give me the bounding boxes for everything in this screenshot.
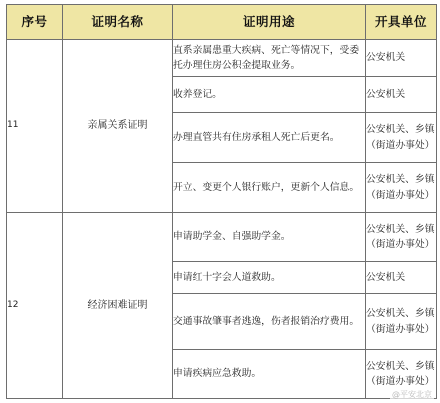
certificate-use-cell: 直系亲属患重大疾病、死亡等情况下，受委托办理住房公积金提取业务。 [173, 40, 366, 77]
issuing-unit-cell: 公安机关、乡镇（街道办事处） [366, 350, 437, 399]
certificate-use-cell: 收养登记。 [173, 77, 366, 113]
certificate-use-cell: 申请疾病应急救助。 [173, 350, 366, 399]
serial-no-cell: 11 [7, 40, 63, 213]
header-certificate-use: 证明用途 [173, 5, 366, 40]
serial-no-cell: 12 [7, 213, 63, 399]
issuing-unit-cell: 公安机关、乡镇（街道办事处） [366, 213, 437, 262]
certificate-name-cell: 经济困难证明 [63, 213, 173, 399]
watermark-text: @平安北京 [392, 390, 432, 399]
certificate-use-cell: 申请红十字会人道救助。 [173, 262, 366, 294]
certificate-name-cell: 亲属关系证明 [63, 40, 173, 213]
issuing-unit-cell: 公安机关、乡镇（街道办事处） [366, 163, 437, 213]
issuing-unit-cell: 公安机关 [366, 40, 437, 77]
table-row [7, 213, 437, 262]
certificate-use-cell: 交通事故肇事者逃逸，伤者报销治疗费用。 [173, 294, 366, 350]
header-issuing-unit: 开具单位 [366, 5, 437, 40]
issuing-unit-cell: 公安机关、乡镇（街道办事处） [366, 113, 437, 163]
certificate-use-cell: 开立、变更个人银行账户，更新个人信息。 [173, 163, 366, 213]
table-row [7, 40, 437, 77]
certificate-use-cell: 办理直管共有住房承租人死亡后更名。 [173, 113, 366, 163]
header-certificate-name: 证明名称 [63, 5, 173, 40]
certificate-table [6, 4, 437, 399]
header-serial-no: 序号 [7, 5, 63, 40]
issuing-unit-cell: 公安机关 [366, 262, 437, 294]
issuing-unit-cell: 公安机关、乡镇（街道办事处） [366, 294, 437, 350]
issuing-unit-cell: 公安机关 [366, 77, 437, 113]
table-header-row [7, 5, 437, 40]
certificate-use-cell: 申请助学金、自强助学金。 [173, 213, 366, 262]
